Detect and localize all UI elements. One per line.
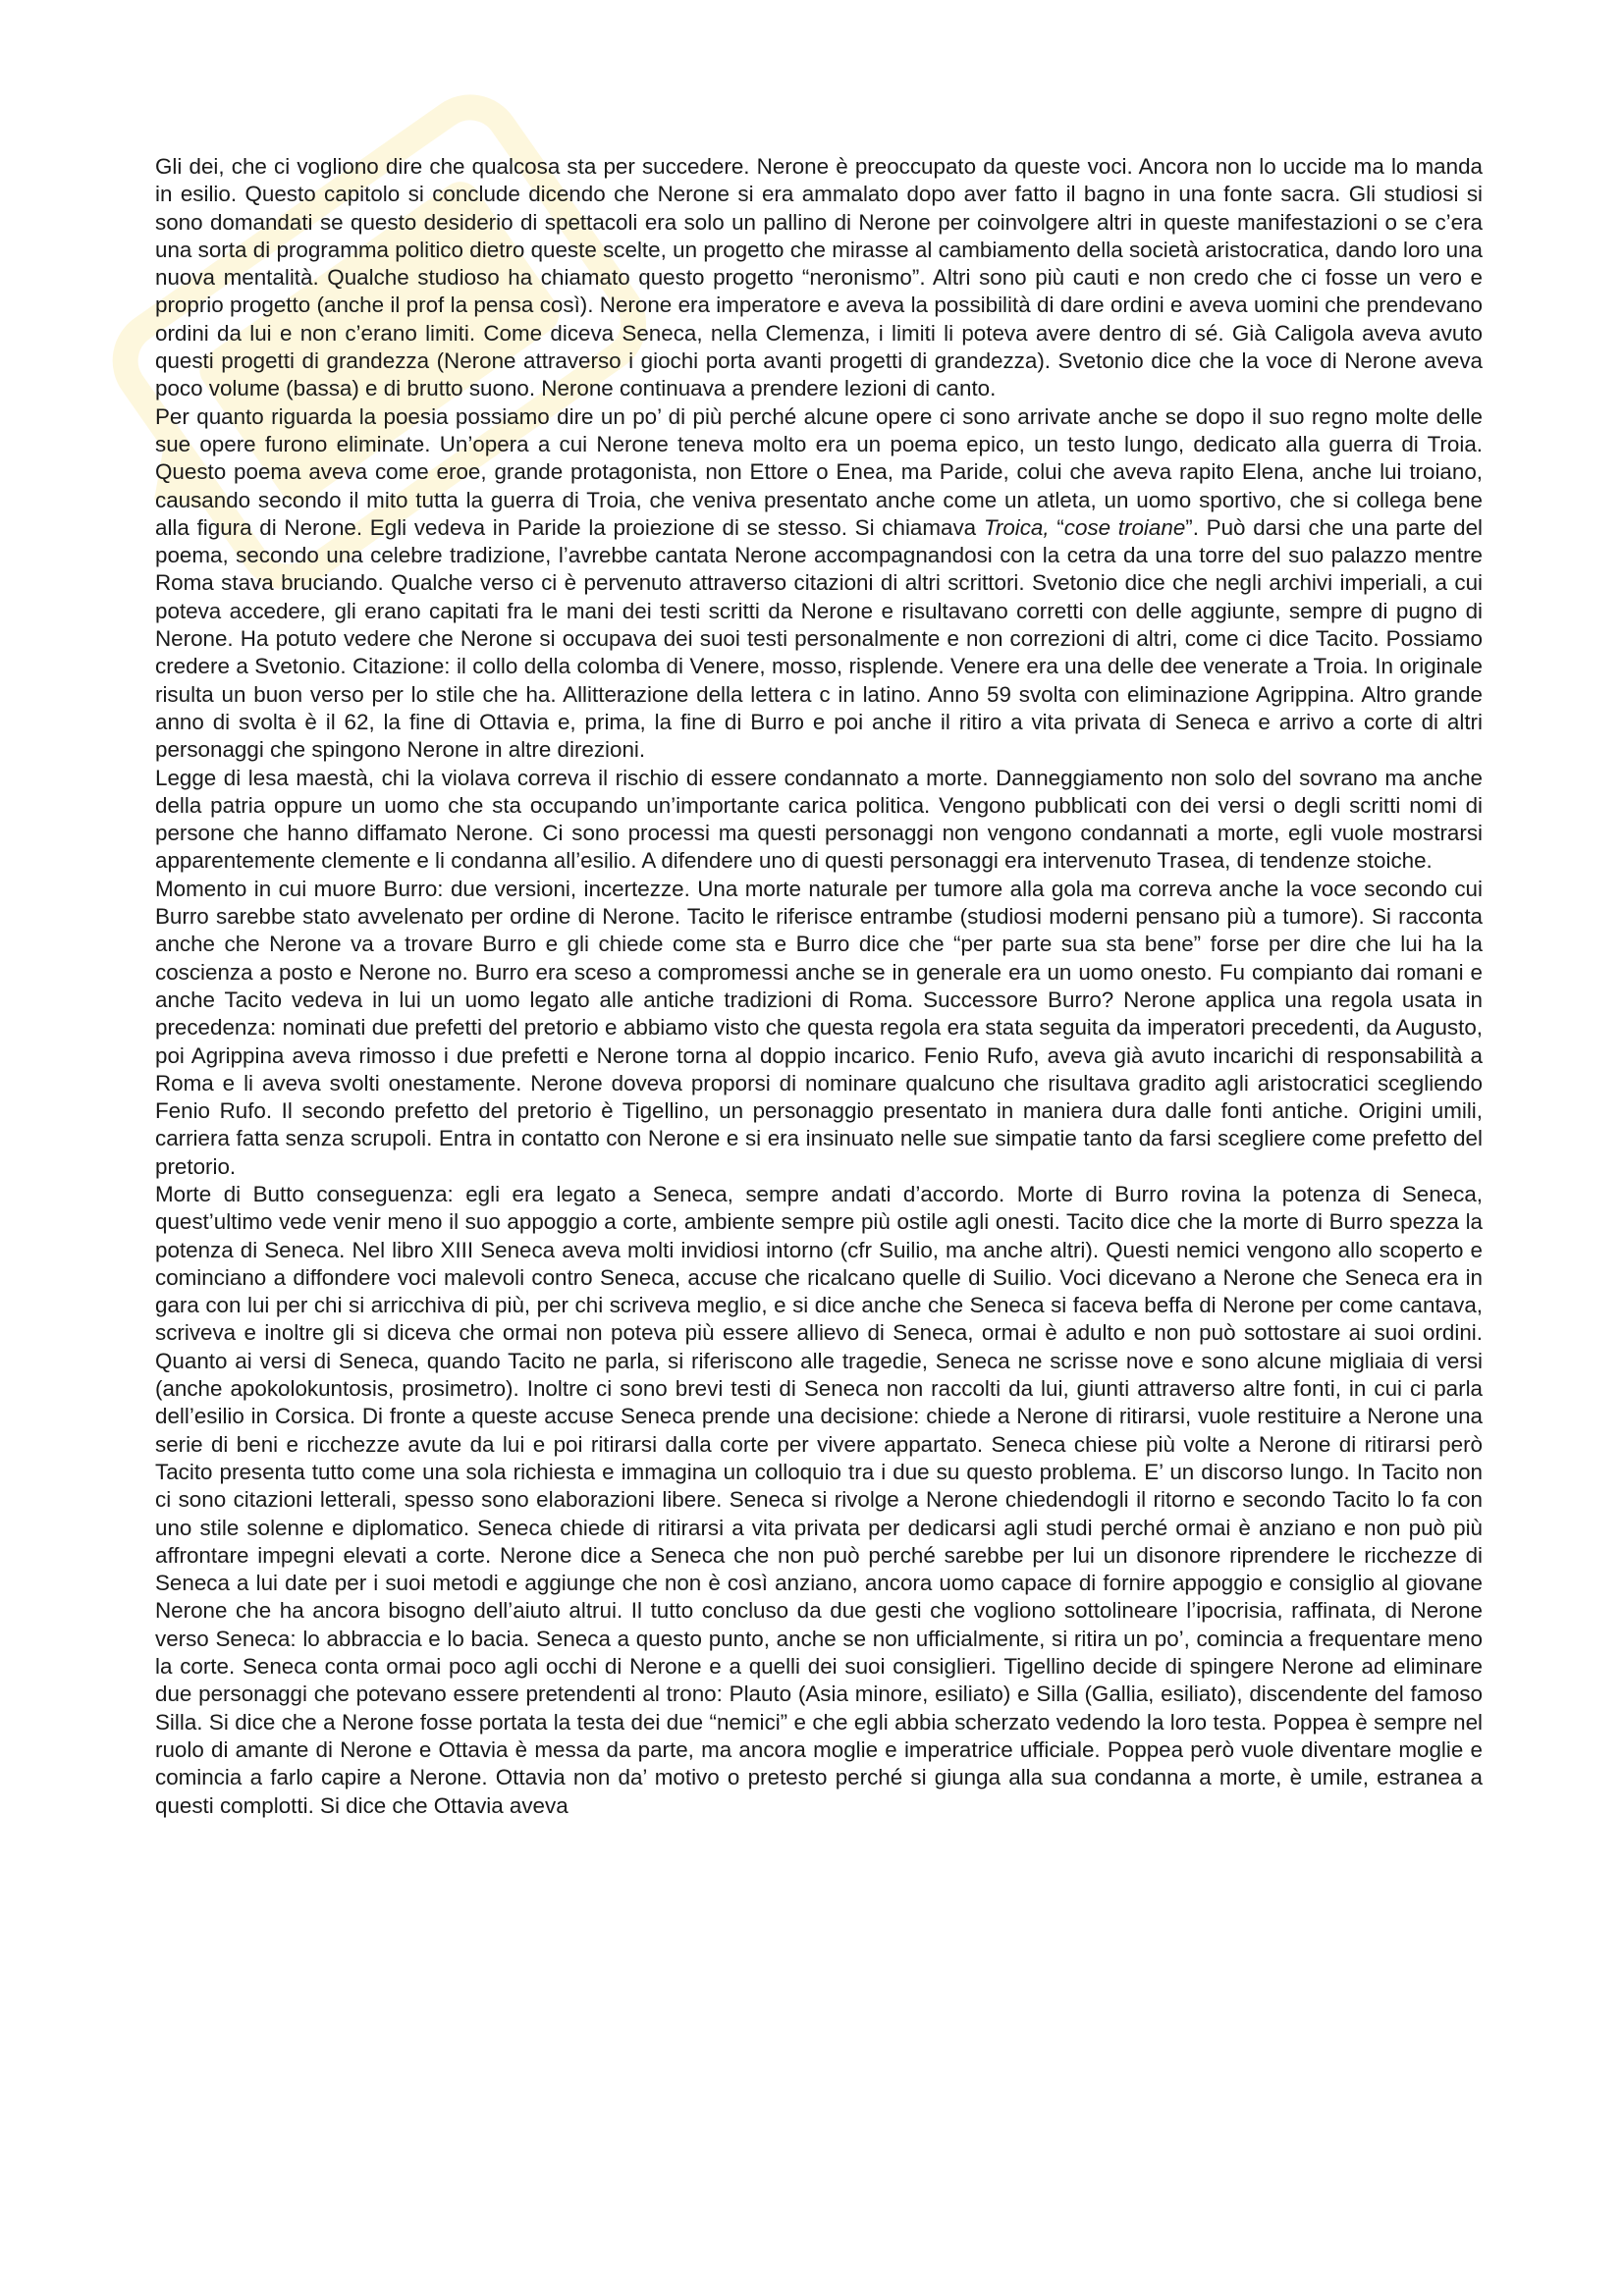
paragraph — [155, 876, 1483, 1181]
text-run: Per quanto riguarda la poesia possiamo dire un po’ di più perché alcune opere ci sono arrivate anche se dopo il suo regno molte delle sue opere furono eliminate. Un’opera a cui Nerone teneva molto era un poema epico, un testo lungo, dedicato alla guerra di Troia. Questo poema aveva come eroe, grande protagonista, non Ettore o Enea, ma Paride, colui che aveva rapito Elena, anche lui troiano, causando secondo il mito tutta la guerra di Troia, che veniva presentato anche come un atleta, un uomo sportivo, che si collega bene alla figura di Nerone. Egli vedeva in Paride la proiezione di se stesso. Si chiamava — [155, 403, 1483, 540]
paragraph — [155, 153, 1483, 403]
paragraph — [155, 403, 1483, 765]
text-run: “ — [1049, 514, 1064, 540]
text-run: Legge di lesa maestà, chi la violava correva il rischio di essere condannato a morte. Danneggiamento non solo del sovrano ma anche della patria oppure un uomo che sta occupando un’importante carica politica. Vengono pubblicati con dei versi o degli scritti nomi di persone che hanno diffamato Nerone. Ci sono processi ma questi personaggi non vengono condannati a morte, egli vuole mostrarsi apparentemente clemente e li condanna all’esilio. A difendere uno di questi personaggi era intervenuto Trasea, di tendenze stoiche. — [155, 765, 1483, 874]
italic-text: cose troiane — [1063, 514, 1186, 540]
paragraph — [155, 1181, 1483, 1820]
italic-text: Troica, — [983, 514, 1050, 540]
text-run: Morte di Butto conseguenza: egli era legato a Seneca, sempre andati d’accordo. Morte di Burro rovina la potenza di Seneca, quest’ultimo vede venir meno il suo appoggio a corte, ambiente sempre più ostile agli onesti. Tacito dice che la morte di Burro spezza la potenza di Seneca. Nel libro XIII Seneca aveva molti invidiosi intorno (cfr Suilio, ma anche altri). Questi nemici vengono allo scoperto e cominciano a diffondere voci malevoli contro Seneca, accuse che ricalcano quelle di Suilio. Voci dicevano a Nerone che Seneca era in gara con lui per chi si arricchiva di più, per chi scriveva meglio, e si dice anche che Seneca si faceva beffa di Nerone per come cantava, scriveva e inoltre gli si diceva che ormai non poteva più essere allievo di Seneca, ormai è adulto e non può sottostare ai suoi ordini. Quanto ai versi di Seneca, quando Tacito ne parla, si riferiscono alle tragedie, Seneca ne scrisse nove e sono alcune migliaia di versi (anche apokolokuntosis, prosimetro). Inoltre ci sono brevi testi di Seneca non raccolti da lui, giunti attraverso altre fonti, in cui ci parla dell’esilio in Corsica. Di fronte a queste accuse Seneca prende una decisione: chiede a Nerone di ritirarsi, vuole restituire a Nerone una serie di beni e ricchezze avute da lui e poi ritirarsi dalla corte per vivere appartato. Seneca chiese più volte a Nerone di ritirarsi però Tacito presenta tutto come una sola richiesta e immagina un colloquio tra i due su questo problema. E’ un discorso lungo. In Tacito non ci sono citazioni letterali, spesso sono elaborazioni libere. Seneca si rivolge a Nerone chiedendogli il ritorno e secondo Tacito lo fa con uno stile solenne e diplomatico. Seneca chiede di ritirarsi a vita privata per dedicarsi agli studi perché ormai è anziano e non può più affrontare impegni elevati a corte. Nerone dice a Seneca che non può perché sarebbe per lui un disonore riprendere le ricchezze di Seneca a lui date per i suoi metodi e aggiunge che non è così anziano, ancora uomo capace di fornire appoggio e consiglio al giovane Nerone che ha ancora bisogno dell’aiuto altrui. Il tutto concluso da due gesti che vogliono sottolineare l’ipocrisia, raffinata, di Nerone verso Seneca: lo abbraccia e lo bacia. Seneca a questo punto, anche se non ufficialmente, si ritira un po’, comincia a frequentare meno la corte. Seneca conta ormai poco agli occhi di Nerone e a quelli dei suoi consiglieri. Tigellino decide di spingere Nerone ad eliminare due personaggi che potevano essere pretendenti al trono: Plauto (Asia minore, esiliato) e Silla (Gallia, esiliato), discendente del famoso Silla. Si dice che a Nerone fosse portata la testa dei due “nemici” e che egli abbia scherzato vedendo la loro testa. Poppea è sempre nel ruolo di amante di Nerone e Ottavia è messa da parte, ma ancora moglie e imperatrice ufficiale. Poppea però vuole diventare moglie e comincia a farlo capire a Nerone. Ottavia non da’ motivo o pretesto perché si giunga alla sua condanna a morte, è umile, estranea a questi complotti. Si dice che Ottavia aveva — [155, 1181, 1483, 1818]
paragraph — [155, 765, 1483, 876]
document-body — [155, 153, 1483, 1820]
text-run: ”. Può darsi che una parte del poema, secondo una celebre tradizione, l’avrebbe cantata Nerone accompagnandosi con la cetra da una torre del suo palazzo mentre Roma stava bruciando. Qualche verso ci è pervenuto attraverso citazioni di altri scrittori. Svetonio dice che negli archivi imperiali, a cui poteva accedere, gli erano capitati fra le mani dei testi scritti da Nerone e risultavano corretti con delle aggiunte, sempre di pugno di Nerone. Ha potuto vedere che Nerone si occupava dei suoi testi personalmente e non correzioni di altri, come ci dice Tacito. Possiamo credere a Svetonio. Citazione: il collo della colomba di Venere, mosso, risplende. Venere era una delle dee venerate a Troia. In originale risulta un buon verso per lo stile che ha. Allitterazione della lettera c in latino. Anno 59 svolta con eliminazione Agrippina. Altro grande anno di svolta è il 62, la fine di Ottavia e, prima, la fine di Burro e poi anche il ritiro a vita privata di Seneca e arrivo a corte di altri personaggi che spingono Nerone in altre direzioni. — [155, 514, 1483, 763]
text-run: Momento in cui muore Burro: due versioni, incertezze. Una morte naturale per tumore alla gola ma correva anche la voce secondo cui Burro sarebbe stato avvelenato per ordine di Nerone. Tacito le riferisce entrambe (studiosi moderni pensano più a tumore). Si racconta anche che Nerone va a trovare Burro e gli chiede come sta e Burro dice che “per parte sua sta bene” forse per dire che lui ha la coscienza a posto e Nerone no. Burro era sceso a compromessi anche se in generale era un uomo onesto. Fu compianto dai romani e anche Tacito vedeva in lui un uomo legato alle antiche tradizioni di Roma. Successore Burro? Nerone applica una regola usata in precedenza: nominati due prefetti del pretorio e abbiamo visto che questa regola era stata seguita da imperatori precedenti, da Augusto, poi Agrippina aveva rimosso i due prefetti e Nerone torna al doppio incarico. Fenio Rufo, aveva già avuto incarichi di responsabilità a Roma e li aveva svolti onestamente. Nerone doveva proporsi di nominare qualcuno che risultava gradito agli aristocratici scegliendo Fenio Rufo. Il secondo prefetto del pretorio è Tigellino, un personaggio presentato in maniera dura dalle fonti antiche. Origini umili, carriera fatta senza scrupoli. Entra in contatto con Nerone e si era insinuato nelle sue simpatie tanto da farsi scegliere come prefetto del pretorio. — [155, 876, 1483, 1179]
text-run: Gli dei, che ci vogliono dire che qualcosa sta per succedere. Nerone è preoccupato da queste voci. Ancora non lo uccide ma lo manda in esilio. Questo capitolo si conclude dicendo che Nerone si era ammalato dopo aver fatto il bagno in una fonte sacra. Gli studiosi si sono domandati se questo desiderio di spettacoli era solo un pallino di Nerone per coinvolgere altri in queste manifestazioni o se c’era una sorta di programma politico dietro queste scelte, un progetto che mirasse al cambiamento della società aristocratica, dando loro una nuova mentalità. Qualche studioso ha chiamato questo progetto “neronismo”. Altri sono più cauti e non credo che ci fosse un vero e proprio progetto (anche il prof la pensa così). Nerone era imperatore e aveva la possibilità di dare ordini e aveva uomini che prendevano ordini da lui e non c’erano limiti. Come diceva Seneca, nella Clemenza, i limiti li poteva avere dentro di sé. Già Caligola aveva avuto questi progetti di grandezza (Nerone attraverso i giochi porta avanti progetti di grandezza). Svetonio dice che la voce di Nerone aveva poco volume (bassa) e di brutto suono. Nerone continuava a prendere lezioni di canto. — [155, 154, 1483, 401]
